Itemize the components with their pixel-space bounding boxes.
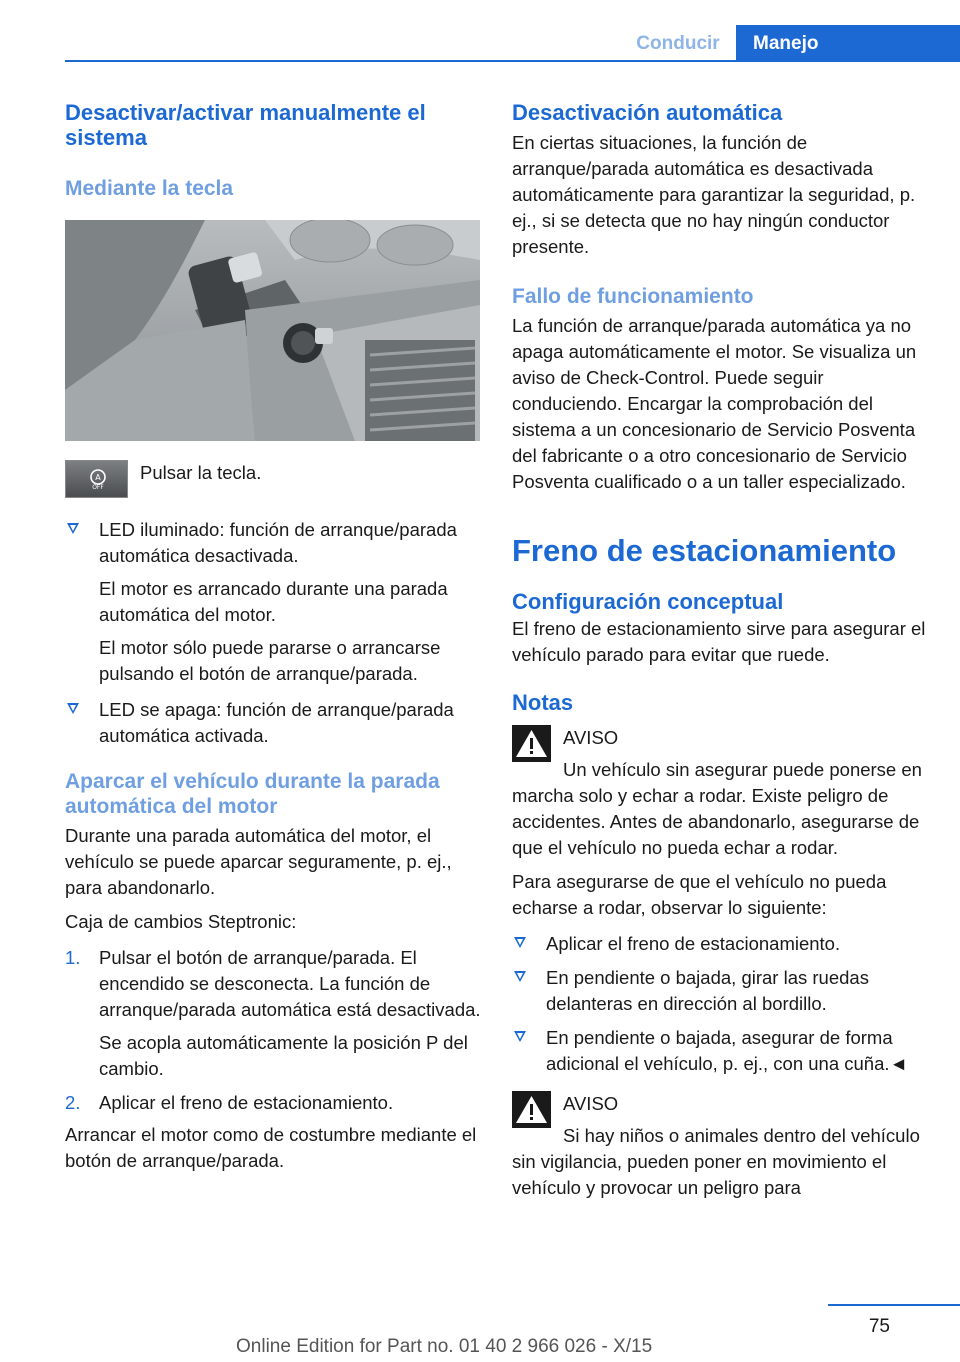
warning-triangle-icon [512, 725, 551, 762]
dashboard-illustration [65, 220, 480, 441]
dashboard-photo [65, 220, 480, 441]
heading-malfunction: Fallo de funcionamiento [512, 285, 754, 308]
edition-footer: Online Edition for Part no. 01 40 2 966 026 - X/15 [236, 1336, 653, 1357]
heading-auto-deactivation: Desactivación automática [512, 100, 783, 125]
warning-2-title: AVISO [563, 1093, 619, 1114]
bullet-triangle-icon [514, 1031, 526, 1042]
park-paragraph-1: Durante una parada automática del motor, el vehículo se puede aparcar seguramente, p. ej., para abandonarlo. [65, 825, 452, 898]
left-column [65, 100, 483, 1174]
concept-paragraph: El freno de estacionamiento sirve para asegurar el vehículo parado para evitar que ruede. [512, 618, 926, 665]
page-number: 75 [868, 1316, 890, 1337]
list-item: LED iluminado: función de arranque/parada automática desactivada. El motor es arrancado durante una parada automática del motor. El motor sólo puede pararse o arrancarse pulsando el botón de arranque/parada. [65, 517, 483, 687]
park-paragraph-2: Caja de cambios Steptronic: [65, 911, 297, 932]
svg-text:A: A [95, 473, 101, 482]
bullet-triangle-icon [67, 523, 79, 534]
list-item: Aplicar el freno de estacionamiento. [512, 931, 930, 957]
list-item: En pendiente o bajada, asegurar de forma adicional el vehículo, p. ej., con una cuña.◄ [512, 1025, 930, 1077]
step-number: 1. [65, 947, 81, 968]
heading-concept: Configuración conceptual [512, 589, 784, 614]
warning-triangle-icon [512, 1091, 551, 1128]
heading-parking-brake: Freno de estacionamiento [512, 533, 897, 568]
footer-rule [828, 1304, 960, 1306]
led-status-list [65, 517, 483, 749]
tab-manejo[interactable]: Manejo [736, 25, 960, 62]
malfunction-paragraph: La función de arranque/parada automática ya no apaga automáticamente el motor. Se visualiza un aviso de Check-Control. Puede seguir conduciendo. Encargar la comprobación del sistema a un concesionario de Servicio Posventa del fabricante o a otro concesionario de Servicio Posventa cualificado o a un taller especializado. [512, 315, 917, 492]
warning-1-text: Un vehículo sin asegurar puede ponerse en marcha solo y echar a rodar. Existe peligro de accidentes. Antes de abandonarlo, asegurarse de que el vehículo no pueda echar a rodar. [512, 759, 922, 858]
bullet-triangle-icon [514, 971, 526, 982]
bullet-triangle-icon [514, 937, 526, 948]
auto-start-stop-off-button-icon [65, 460, 128, 498]
warning-1-title: AVISO [563, 727, 619, 748]
auto-start-stop-row [65, 460, 483, 506]
heading-notes: Notas [512, 690, 574, 715]
warning-box-2 [512, 1091, 930, 1201]
list-item: En pendiente o bajada, girar las ruedas delanteras en dirección al bordillo. [512, 965, 930, 1017]
heading-manual-toggle: Desactivar/activar manualmente el sistema [65, 100, 426, 150]
heading-park-during-auto-stop: Aparcar el vehículo durante la parada automática del motor [65, 770, 440, 818]
securing-list [512, 931, 930, 1077]
heading-via-button: Mediante la tecla [65, 177, 234, 200]
list-item: 2. Aplicar el freno de estacionamiento. [65, 1090, 483, 1116]
press-button-caption: Pulsar la tecla. [140, 462, 262, 483]
list-item: 1. Pulsar el botón de arranque/parada. El encendido se desconecta. La función de arranque/parada automática está desactivada. Se acopla automáticamente la posición P del cambio. [65, 947, 481, 1079]
tab-conducir[interactable]: Conducir [636, 33, 720, 54]
warning-box-1 [512, 725, 930, 861]
notes-paragraph: Para asegurarse de que el vehículo no pueda echarse a rodar, observar lo siguiente: [512, 871, 887, 918]
park-paragraph-3: Arrancar el motor como de costumbre mediante el botón de arranque/parada. [65, 1124, 477, 1171]
auto-deactivation-paragraph: En ciertas situaciones, la función de arranque/parada automática es desactivada automáticamente para garantizar la seguridad, p. ej., si se detecta que no hay ningún conductor presente. [512, 132, 916, 257]
list-item: LED se apaga: función de arranque/parada automática activada. [65, 697, 483, 749]
bullet-triangle-icon [67, 703, 79, 714]
step-number: 2. [65, 1092, 81, 1113]
svg-text:OFF: OFF [92, 484, 104, 490]
warning-2-text: Si hay niños o animales dentro del vehículo sin vigilancia, pueden poner en movimiento el vehículo y provocar un peligro para [512, 1125, 920, 1198]
right-column [512, 100, 930, 1201]
steptronic-steps [65, 945, 483, 1116]
